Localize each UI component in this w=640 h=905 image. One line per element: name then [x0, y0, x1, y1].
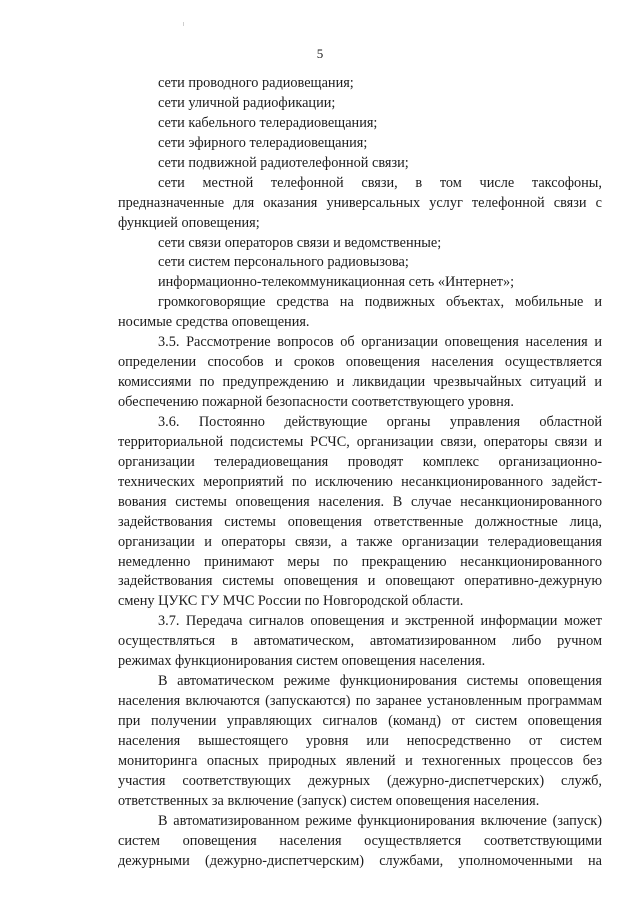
text-line: сети кабельного телерадиовещания;	[158, 114, 378, 131]
text-line: дежурными (дежурно-диспетчерским) службами, уполномоченными на	[118, 852, 602, 869]
text-line: ответственных за включение (запуск) систем оповещения населения.	[118, 792, 540, 809]
text-line: населения включаются (запускаются) по заранее установленным программам	[118, 693, 602, 710]
text-line: информационно-телекоммуникационная сеть «Интернет»;	[158, 274, 515, 291]
text-line: сети эфирного телерадиовещания;	[158, 134, 368, 151]
text-line: 3.6. Постоянно действующие органы управления областной	[158, 413, 602, 430]
text-line: немедленно принимают меры по прекращению несанкционированного	[118, 553, 602, 570]
text-line: вования системы оповещения населения. В случае несанкционированного	[118, 493, 602, 510]
text-line: комиссиями по предупреждению и ликвидации чрезвычайных ситуаций и	[118, 374, 602, 391]
text-line: мониторинга опасных природных явлений и техногенных процессов без	[118, 752, 602, 769]
text-line: громкоговорящие средства на подвижных объектах, мобильные и	[158, 294, 602, 311]
text-line: В автоматическом режиме функционирования системы оповещения	[158, 673, 602, 690]
text-line: осуществляться в автоматическом, автоматизированном либо ручном	[118, 633, 602, 650]
text-line: населения вышестоящего уровня или непосредственно от систем	[118, 732, 602, 749]
text-line: обеспечению пожарной безопасности соответствующего уровня.	[118, 394, 514, 410]
text-line: сети местной телефонной связи, в том числе таксофоны,	[158, 174, 602, 191]
text-line: сети проводного радиовещания;	[158, 75, 354, 91]
page-number: 5	[316, 46, 324, 61]
text-line: организации телерадиовещания проводят комплекс организационно-	[118, 453, 602, 470]
text-line: режимах функционирования систем оповещения населения.	[118, 653, 486, 670]
text-line: 3.7. Передача сигналов оповещения и экстренной информации может	[158, 613, 602, 630]
text-line: сети связи операторов связи и ведомственные;	[158, 234, 442, 251]
text-line: сети уличной радиофикации;	[158, 94, 336, 111]
scan-mark	[183, 22, 184, 26]
text-line: территориальной подсистемы РСЧС, организации связи, операторы связи и	[118, 433, 602, 450]
text-line: сети систем персонального радиовызова;	[158, 254, 409, 271]
text-line: технических мероприятий по исключению несанкционированного задейст-	[118, 473, 602, 490]
text-line: задействования системы оповещения и оповещают оперативно-дежурную	[118, 573, 602, 590]
text-line: смену ЦУКС ГУ МЧС России по Новгородской области.	[118, 593, 464, 610]
text-line: определении способов и сроков оповещения населения осуществляется	[118, 354, 602, 371]
text-line: носимые средства оповещения.	[118, 314, 310, 331]
text-line: В автоматизированном режиме функционирования включение (запуск)	[158, 812, 602, 829]
text-line: при получении управляющих сигналов (команд) от систем оповещения	[118, 713, 602, 729]
text-line: участия соответствующих дежурных (дежурно-диспетчерских) служб,	[118, 772, 602, 789]
text-line: сети подвижной радиотелефонной связи;	[158, 154, 409, 171]
text-line: задействования системы оповещения ответственные должностные лица,	[118, 513, 602, 530]
text-line: функцией оповещения;	[118, 214, 260, 231]
document-body	[118, 74, 602, 872]
text-line: 3.5. Рассмотрение вопросов об организации оповещения населения и	[158, 334, 602, 351]
text-line: организации и операторы связи, а также организации телерадиовещания	[118, 533, 602, 550]
text-line: предназначенные для оказания универсальных услуг телефонной связи с	[118, 194, 602, 211]
text-line: систем оповещения населения осуществляется соответствующими	[118, 832, 602, 849]
